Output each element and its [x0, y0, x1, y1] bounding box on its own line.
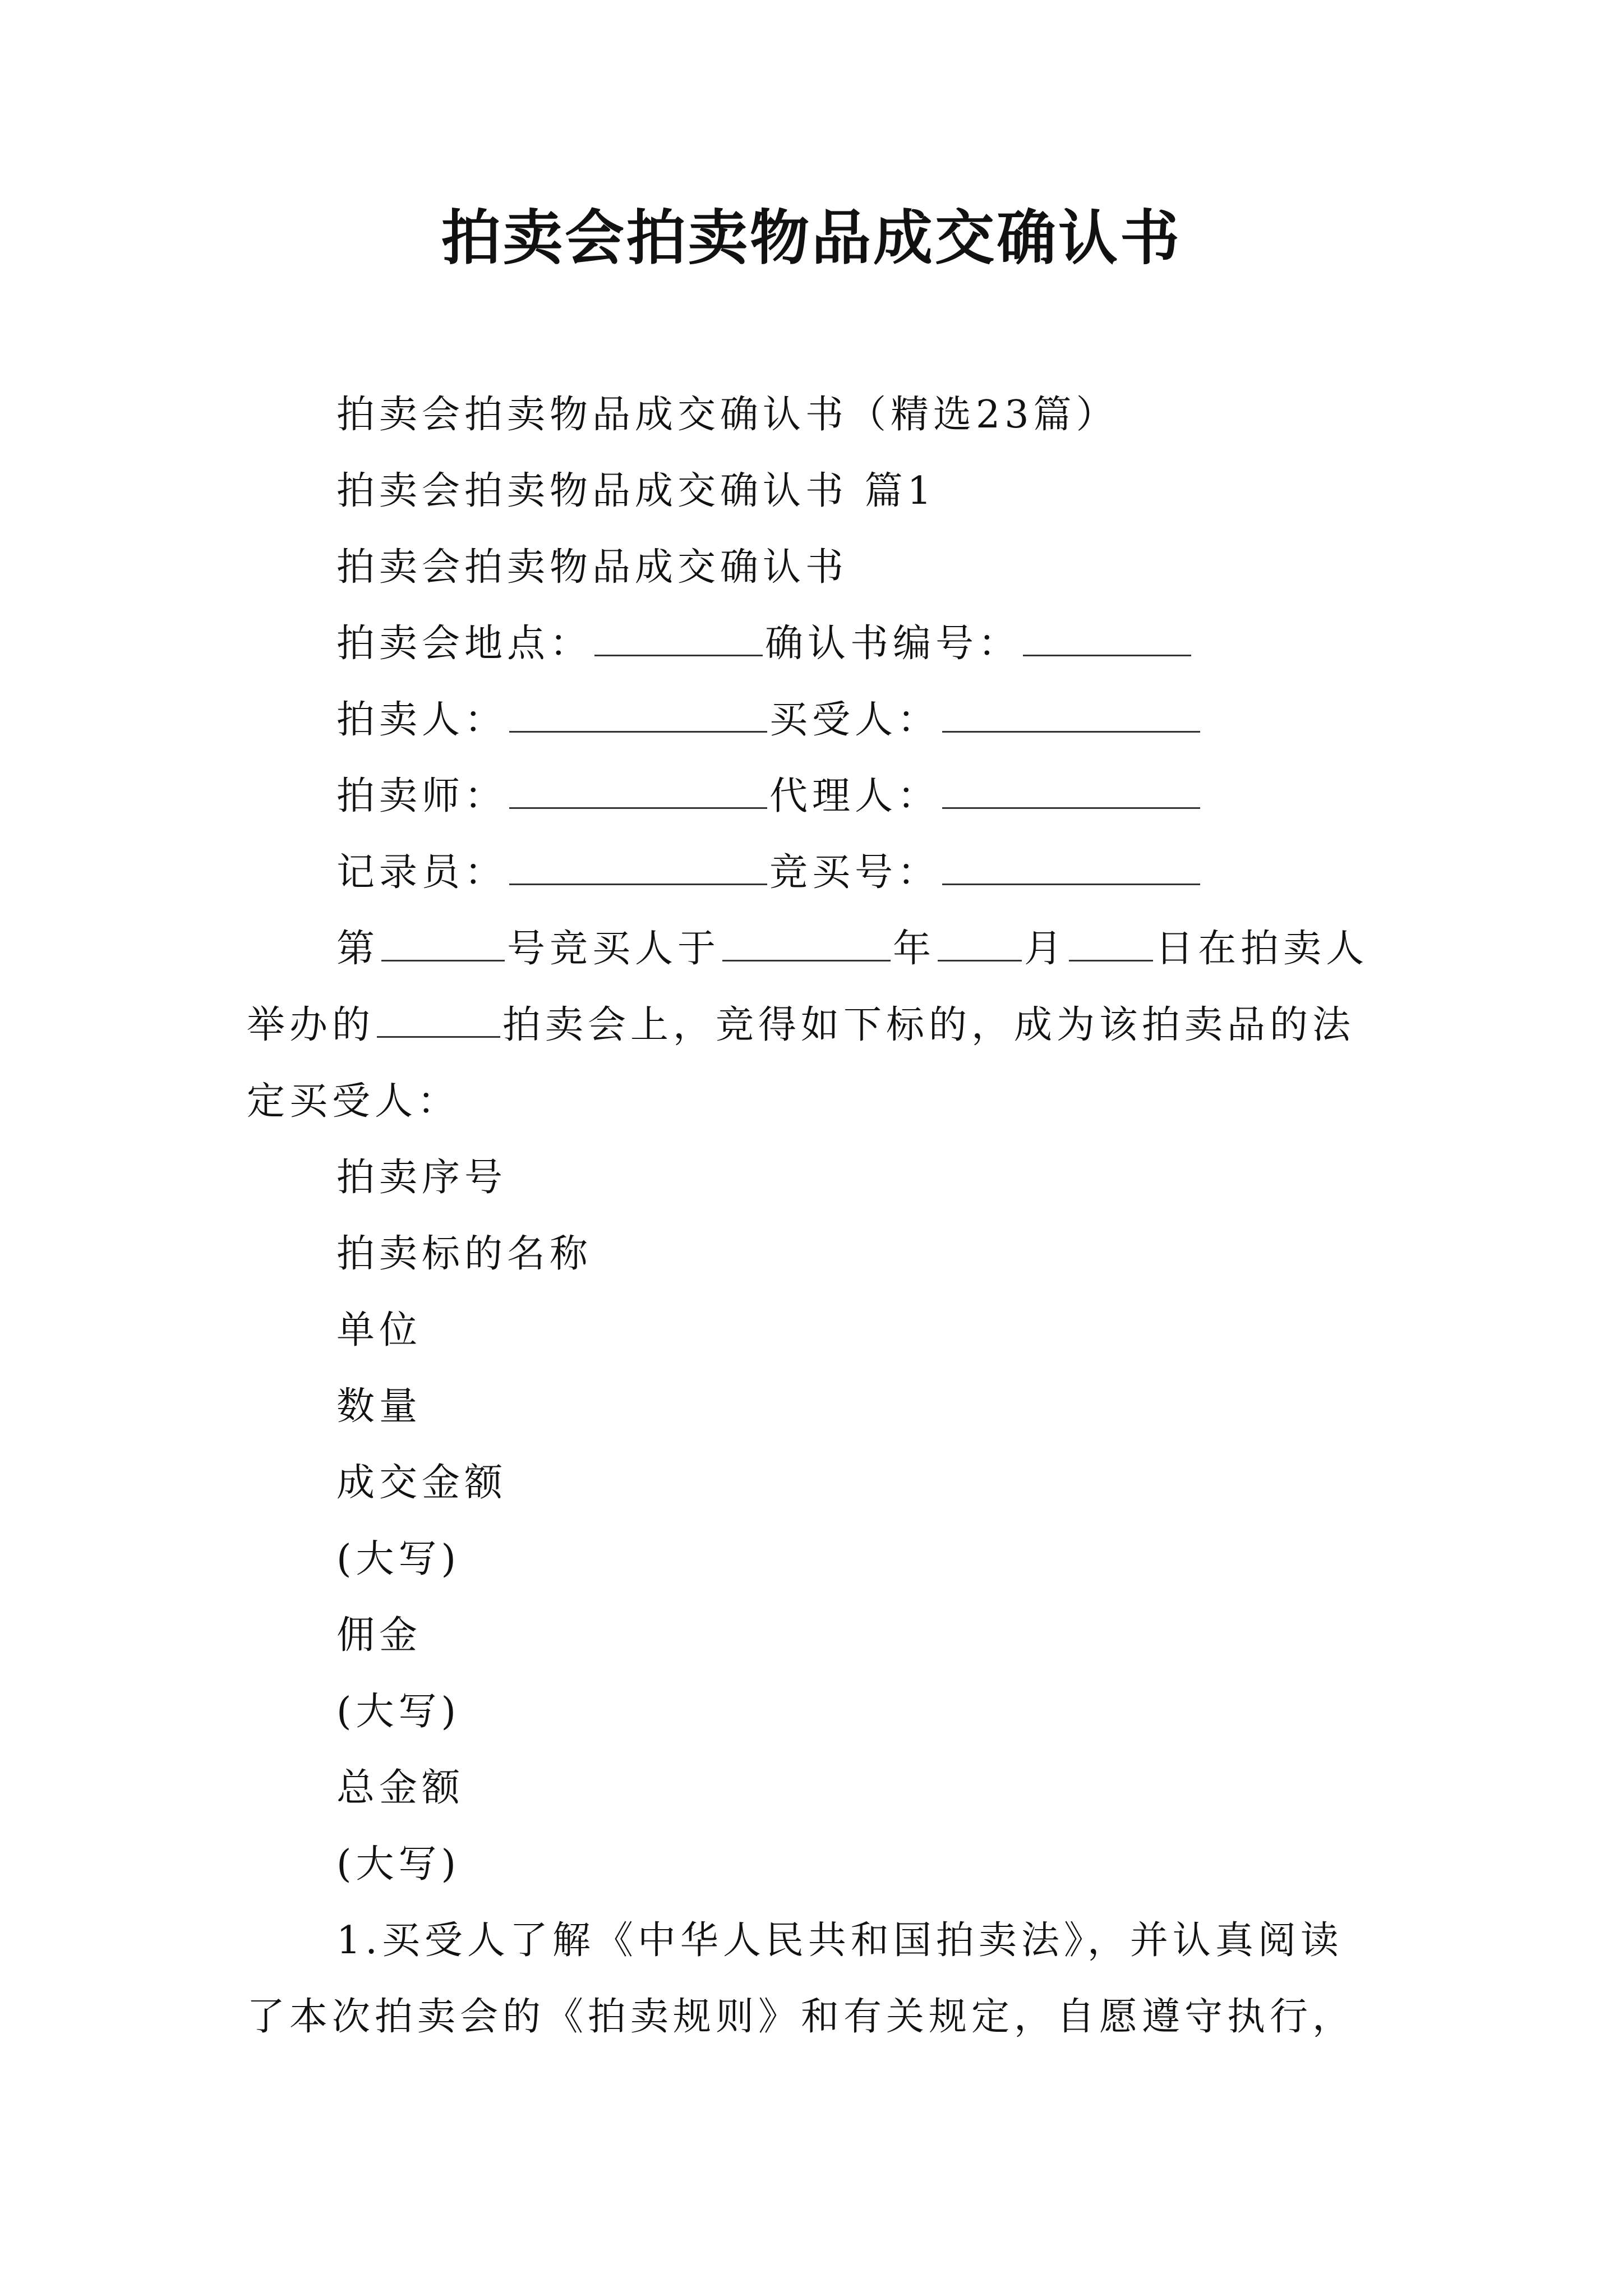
buyer-label: 买受人：: [769, 698, 940, 742]
list-item: (大写): [336, 1537, 461, 1581]
agent-label: 代理人：: [769, 774, 940, 818]
statement-text: 号竞买人于: [507, 927, 721, 971]
auctioneer-blank: [509, 692, 767, 733]
venue-blank: [594, 615, 763, 656]
auction-master-blank: [509, 768, 767, 809]
buyer-blank: [942, 692, 1200, 733]
agent-blank: [942, 768, 1200, 809]
statement-text: 第: [336, 927, 380, 971]
field-row-auctioneer: [247, 682, 1391, 758]
document-title: 拍卖会拍卖物品成交确认书: [441, 204, 1182, 273]
statement-line-2: [247, 987, 1391, 1064]
list-item: 总金额: [336, 1766, 465, 1810]
list-item: (大写): [336, 1690, 461, 1734]
cert-no-label: 确认书编号：: [765, 622, 1021, 666]
auction-master-label: 拍卖师：: [336, 774, 508, 818]
cert-no-blank: [1023, 615, 1191, 656]
statement-line-1: [247, 911, 1391, 987]
field-row-venue: [247, 606, 1391, 682]
list-item: 拍卖序号: [336, 1156, 508, 1200]
statement-text: 年: [893, 927, 936, 971]
list-item: 成交金额: [336, 1461, 508, 1505]
statement-text: 举办的: [247, 1003, 375, 1047]
bidder-no-blank: [381, 921, 505, 961]
bid-no-label: 竞买号：: [769, 850, 940, 895]
list-item: (大写): [336, 1842, 461, 1887]
auction-name-blank: [377, 997, 500, 1038]
field-row-auction-master: [247, 758, 1391, 835]
venue-label: 拍卖会地点：: [336, 622, 593, 666]
document-body: [247, 377, 1391, 2055]
statement-text: 日在拍卖人: [1155, 927, 1369, 971]
list-item: 单位: [336, 1308, 422, 1352]
clause-1-line-1: 1.买受人了解《中华人民共和国拍卖法》，并认真阅读: [336, 1918, 1343, 1963]
form-title: 拍卖会拍卖物品成交确认书: [336, 545, 849, 590]
list-item: 数量: [336, 1384, 422, 1429]
list-item: 拍卖标的名称: [336, 1232, 593, 1276]
recorder-label: 记录员：: [336, 850, 508, 895]
day-blank: [1069, 921, 1153, 961]
auctioneer-label: 拍卖人：: [336, 698, 508, 742]
statement-text: 拍卖会上，竞得如下标的，成为该拍卖品的法: [502, 1003, 1355, 1047]
statement-text: 月: [1024, 927, 1067, 971]
month-blank: [938, 921, 1022, 961]
field-row-recorder: [247, 835, 1391, 911]
subtitle: 拍卖会拍卖物品成交确认书（精选23篇）: [336, 393, 1119, 437]
chapter-heading: 拍卖会拍卖物品成交确认书 篇1: [336, 469, 936, 513]
statement-line-3: 定买受人：: [247, 1079, 460, 1124]
year-blank: [722, 921, 891, 961]
list-item: 佣金: [336, 1613, 422, 1658]
clause-1-line-2: 了本次拍卖会的《拍卖规则》和有关规定，自愿遵守执行，: [247, 1995, 1355, 2039]
bid-no-blank: [942, 844, 1200, 885]
recorder-blank: [509, 844, 767, 885]
